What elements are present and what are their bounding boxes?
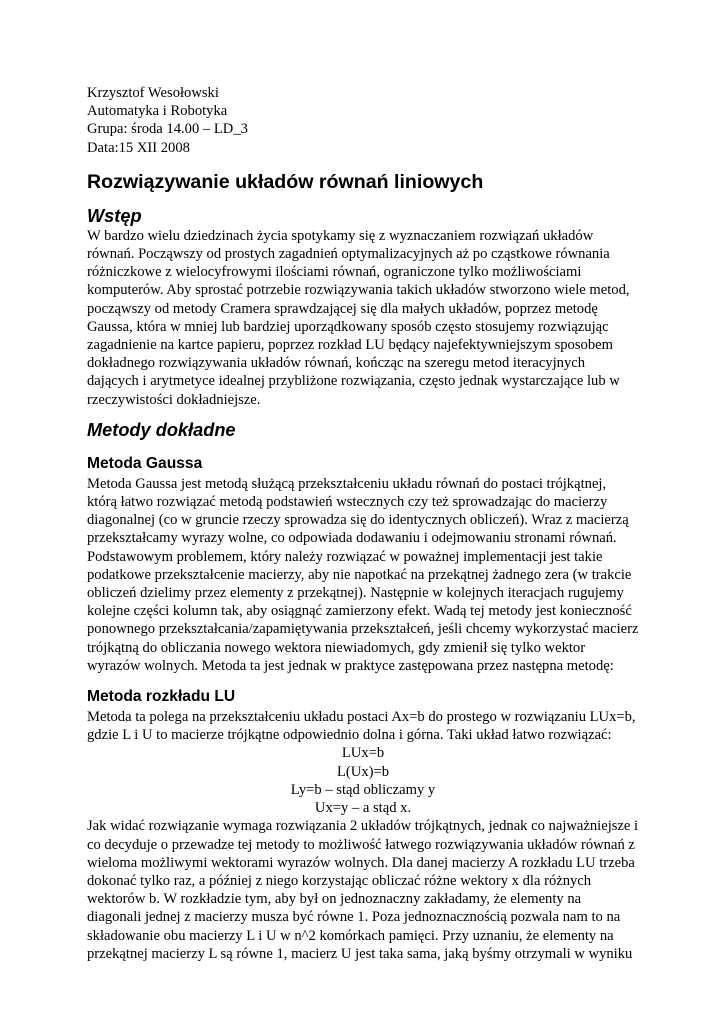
paragraph-line: wieloma możliwymi wektorami wyrazów wolnych. Dla danej macierzy A rozkładu LU trzeba — [87, 854, 635, 871]
paragraph-line: począwszy od metody Cramera sprawdzającej się dla małych układów, poprzez metodę — [87, 300, 598, 317]
paragraph-line: przekształcamy wyrazy wolne, co odpowiada dodawaniu i odejmowaniu stronami równań. — [87, 530, 617, 547]
document-page — [87, 84, 639, 963]
equation-line: Ly=b – stąd obliczamy y — [290, 781, 436, 798]
group-info: Grupa: środa 14.00 – LD_3 — [87, 121, 248, 138]
gauss-paragraph — [87, 475, 639, 675]
author-name: Krzysztof Wesołowski — [87, 85, 219, 101]
document-title: Rozwiązywanie układów równań liniowych — [87, 170, 484, 193]
paragraph-line: dokonać tylko raz, a później z niego korzystając obliczać różne wektory x dla różnych — [87, 872, 592, 889]
paragraph-line: rzeczywistości dokładniejsze. — [87, 391, 261, 408]
paragraph-line: wyrazów wolnych. Metoda ta jest jednak w praktyce zastępowana przez następna metodę: — [87, 657, 614, 674]
paragraph-line: podatkowe przekształcenie macierzy, aby nie napotkać na przekątnej żadnego zera (w trakcie — [87, 566, 632, 583]
paragraph-line: równań. Począwszy od prostych zagadnień optymalizacyjnych aż po cząstkowe równania — [87, 246, 610, 263]
paragraph-line: wektorów b. W rozkładzie tym, aby był on jednoznaczny zakładamy, że elementy na — [87, 891, 582, 908]
equation-line: LUx=b — [341, 745, 385, 762]
paragraph-line: diagonali jednej z macierzy musza być równe 1. Poza jednoznacznością pozwala nam to na — [87, 909, 621, 926]
paragraph-line: Metoda Gaussa jest metodą służącą przekształceniu układu równań do postaci trójkątnej, — [87, 475, 607, 492]
paragraph-line: co decyduje o przewadze tej metody to możliwość łatwego rozwiązywania układów równań z — [87, 836, 635, 853]
equation-line: L(Ux)=b — [337, 763, 389, 780]
paragraph-line: składowanie obu macierzy L i U w n^2 komórkach pamięci. Przy uznaniu, że elementy na — [87, 927, 614, 944]
date-info: Data:15 XII 2008 — [87, 139, 190, 156]
intro-paragraph — [87, 227, 639, 409]
paragraph-line: dających i arytmetyce idealnej przybliżone rozwiązania, często jednak wystarczające lub w — [87, 373, 620, 390]
paragraph-line: trójkątną do obliczania nowego wektora niewiadomych, gdy zmienił się tylko wektor — [87, 639, 586, 656]
subsection-heading-lu: Metoda rozkładu LU — [87, 688, 236, 706]
paragraph-line: obliczeń dzielimy przez elementy z przekątnej). Następnie w kolejnych iteracjach rugujemy — [87, 585, 624, 602]
paragraph-line: Metoda ta polega na przekształceniu układu postaci Ax=b do prostego w rozwiązaniu LUx=b, — [87, 709, 636, 726]
paragraph-line: Jak widać rozwiązanie wymaga rozwiązania 2 układów trójkątnych, jednak co najważniejsze i — [87, 818, 639, 835]
paragraph-line: W bardzo wielu dziedzinach życia spotykamy się z wyznaczaniem rozwiązań układów — [87, 227, 594, 244]
paragraph-line: różniczkowe z wielocyfrowymi ilościami równań, ograniczone tylko możliwościami — [87, 264, 582, 281]
paragraph-line: gdzie L i U to macierze trójkątne odpowiednio dolna i górna. Taki układ łatwo rozwiązać: — [87, 727, 612, 744]
paragraph-line: którą łatwo rozwiązać metodą podstawień wstecznych czy też sprowadzając do macierzy — [87, 494, 608, 511]
paragraph-line: zagadnienie na kartce papieru, poprzez rozkład LU będący najefektywniejszym sposobem — [87, 337, 613, 354]
paragraph-line: komputerów. Aby sprostać potrzebie rozwiązywania takich układów stworzono wiele metod, — [87, 282, 630, 299]
lu-paragraph — [87, 708, 639, 963]
section-heading-exact-methods: Metody dokładne — [87, 419, 236, 440]
document-header — [87, 84, 639, 157]
paragraph-line: przekątnej macierzy L są równe 1, macierz U jest taka sama, jaką byśmy otrzymali w wyniku — [87, 945, 633, 962]
paragraph-line: dokładnego rozwiązywania układów równań, kończąc na szeregu metod iteracyjnych — [87, 355, 586, 372]
paragraph-line: ponownego przekształcania/zapamiętywania przekształceń, jeśli chcemy wykorzystać macierz — [87, 621, 639, 638]
section-heading-intro: Wstęp — [87, 205, 142, 226]
paragraph-line: Podstawowym problemem, który należy rozwiązać w poważnej implementacji jest takie — [87, 548, 603, 565]
field-of-study: Automatyka i Robotyka — [87, 103, 228, 120]
paragraph-line: diagonalnej (co w gruncie rzeczy sprowadza się do identycznych obliczeń). Wraz z macierzą — [87, 512, 629, 529]
paragraph-line: Gaussa, która w mniej lub bardziej uporządkowany sposób często stosujemy rozwiązując — [87, 318, 609, 335]
paragraph-line: kolejne części kolumn tak, aby osiągnąć zamierzony efekt. Wadą tej metody jest konieczność — [87, 603, 632, 620]
equation-line: Ux=y – a stąd x. — [314, 800, 412, 817]
subsection-heading-gauss: Metoda Gaussa — [87, 454, 203, 472]
